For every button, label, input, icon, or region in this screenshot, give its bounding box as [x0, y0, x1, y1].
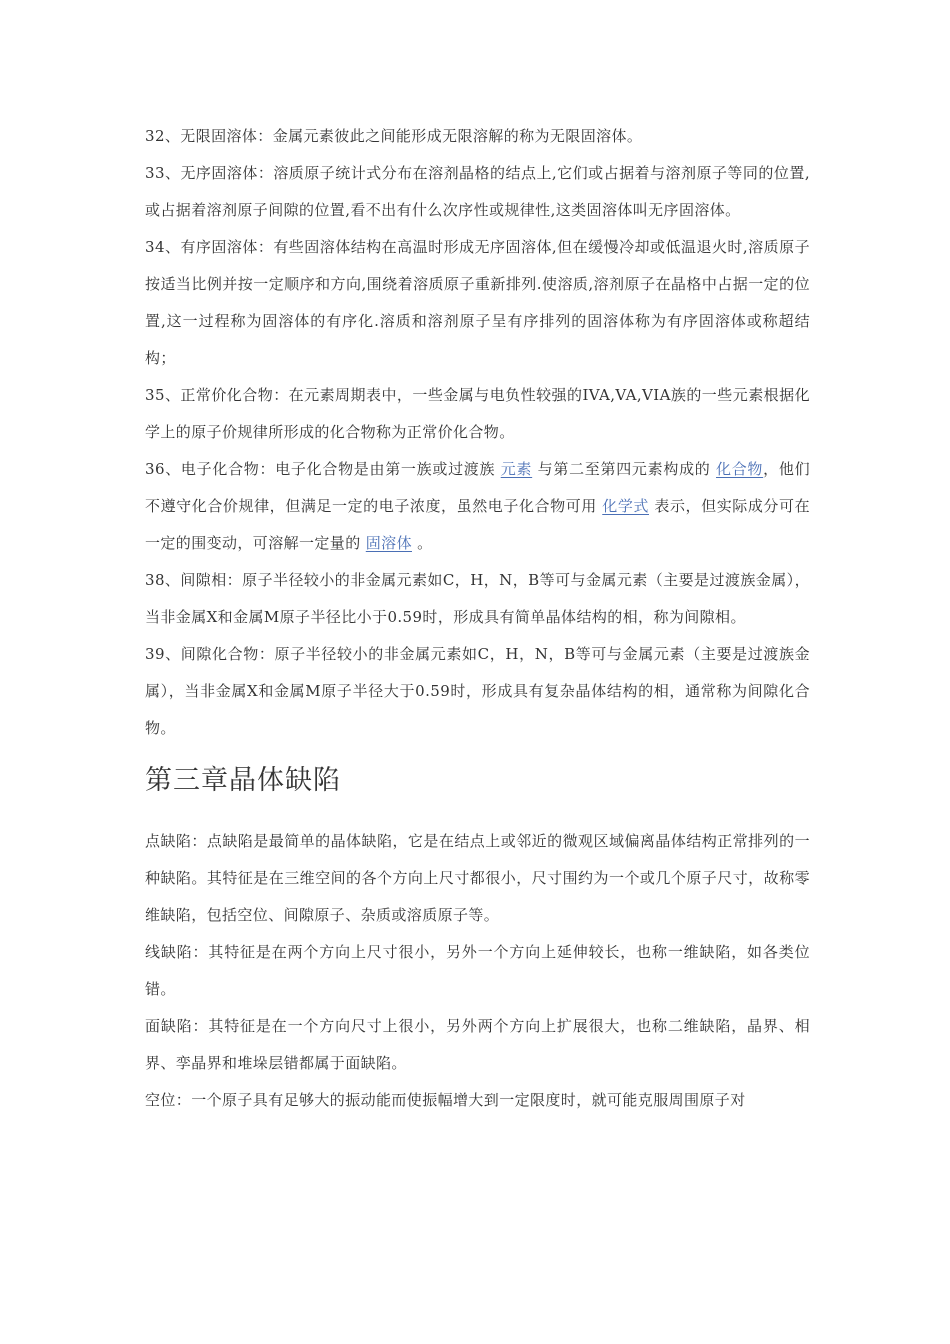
- document-page: [145, 118, 810, 1119]
- definition-33: 33、无序固溶体：溶质原子统计式分布在溶剂晶格的结点上,它们或占据着与溶剂原子等同的位置,或占据着溶剂原子间隙的位置,看不出有什么次序性或规律性,这类固溶体叫无序固溶体。: [145, 164, 810, 219]
- definition-36-text-2: 与第二至第四元素构成的: [537, 460, 711, 478]
- link-element[interactable]: 元素: [500, 460, 533, 478]
- definition-36-text-4: 表示，但实际成分可在一定的围变动，可溶解一定量的: [145, 497, 810, 552]
- definition-36-text-1: 36、电子化合物：电子化合物是由第一族或过渡族: [145, 460, 496, 478]
- chapter-title: 第三章晶体缺陷: [145, 765, 341, 796]
- link-compound[interactable]: 化合物: [716, 460, 764, 478]
- definition-34: 34、有序固溶体：有些固溶体结构在高温时形成无序固溶体,但在缓慢冷却或低温退火时,溶质原子按适当比例并按一定顺序和方向,围绕着溶质原子重新排列.使溶质,溶剂原子在晶格中占据一定的位置,这一过程称为固溶体的有序化.溶质和溶剂原子呈有序排列的固溶体称为有序固溶体或称超结构；: [145, 238, 810, 367]
- definition-35: 35、正常价化合物：在元素周期表中，一些金属与电负性较强的IVA,VA,VIA族的一些元素根据化学上的原子价规律所形成的化合物称为正常价化合物。: [145, 386, 810, 441]
- definition-32: 32、无限固溶体：金属元素彼此之间能形成无限溶解的称为无限固溶体。: [145, 127, 643, 145]
- line-defect-paragraph: 线缺陷：其特征是在两个方向上尺寸很小，另外一个方向上延伸较长，也称一维缺陷，如各类位错。: [145, 943, 810, 998]
- link-chemical-formula[interactable]: 化学式: [602, 497, 649, 515]
- definition-38: 38、间隙相：原子半径较小的非金属元素如C，H，N，B等可与金属元素（主要是过渡族金属），当非金属X和金属M原子半径比小于0.59时，形成具有简单晶体结构的相，称为间隙相。: [145, 571, 810, 626]
- definition-36-text-5: 。: [417, 534, 433, 552]
- surface-defect-paragraph: 面缺陷：其特征是在一个方向尺寸上很小，另外两个方向上扩展很大，也称二维缺陷，晶界、相界、孪晶界和堆垛层错都属于面缺陷。: [145, 1017, 810, 1072]
- vacancy-paragraph: 空位：一个原子具有足够大的振动能而使振幅增大到一定限度时，就可能克服周围原子对: [145, 1091, 746, 1109]
- definition-36: [145, 451, 810, 562]
- point-defect-paragraph: 点缺陷：点缺陷是最简单的晶体缺陷，它是在结点上或邻近的微观区域偏离晶体结构正常排列的一种缺陷。其特征是在三维空间的各个方向上尺寸都很小，尺寸围约为一个或几个原子尺寸，故称零维缺陷，包括空位、间隙原子、杂质或溶质原子等。: [145, 832, 810, 924]
- link-solid-solution[interactable]: 固溶体: [365, 534, 412, 552]
- definition-36-text-3: ，他们不遵守化合价规律，但满足一定的电子浓度，虽然电子化合物可用: [145, 460, 810, 515]
- definition-39: 39、间隙化合物：原子半径较小的非金属元素如C，H，N，B等可与金属元素（主要是过渡族金属），当非金属X和金属M原子半径大于0.59时，形成具有复杂晶体结构的相，通常称为间隙化合物。: [145, 645, 810, 737]
